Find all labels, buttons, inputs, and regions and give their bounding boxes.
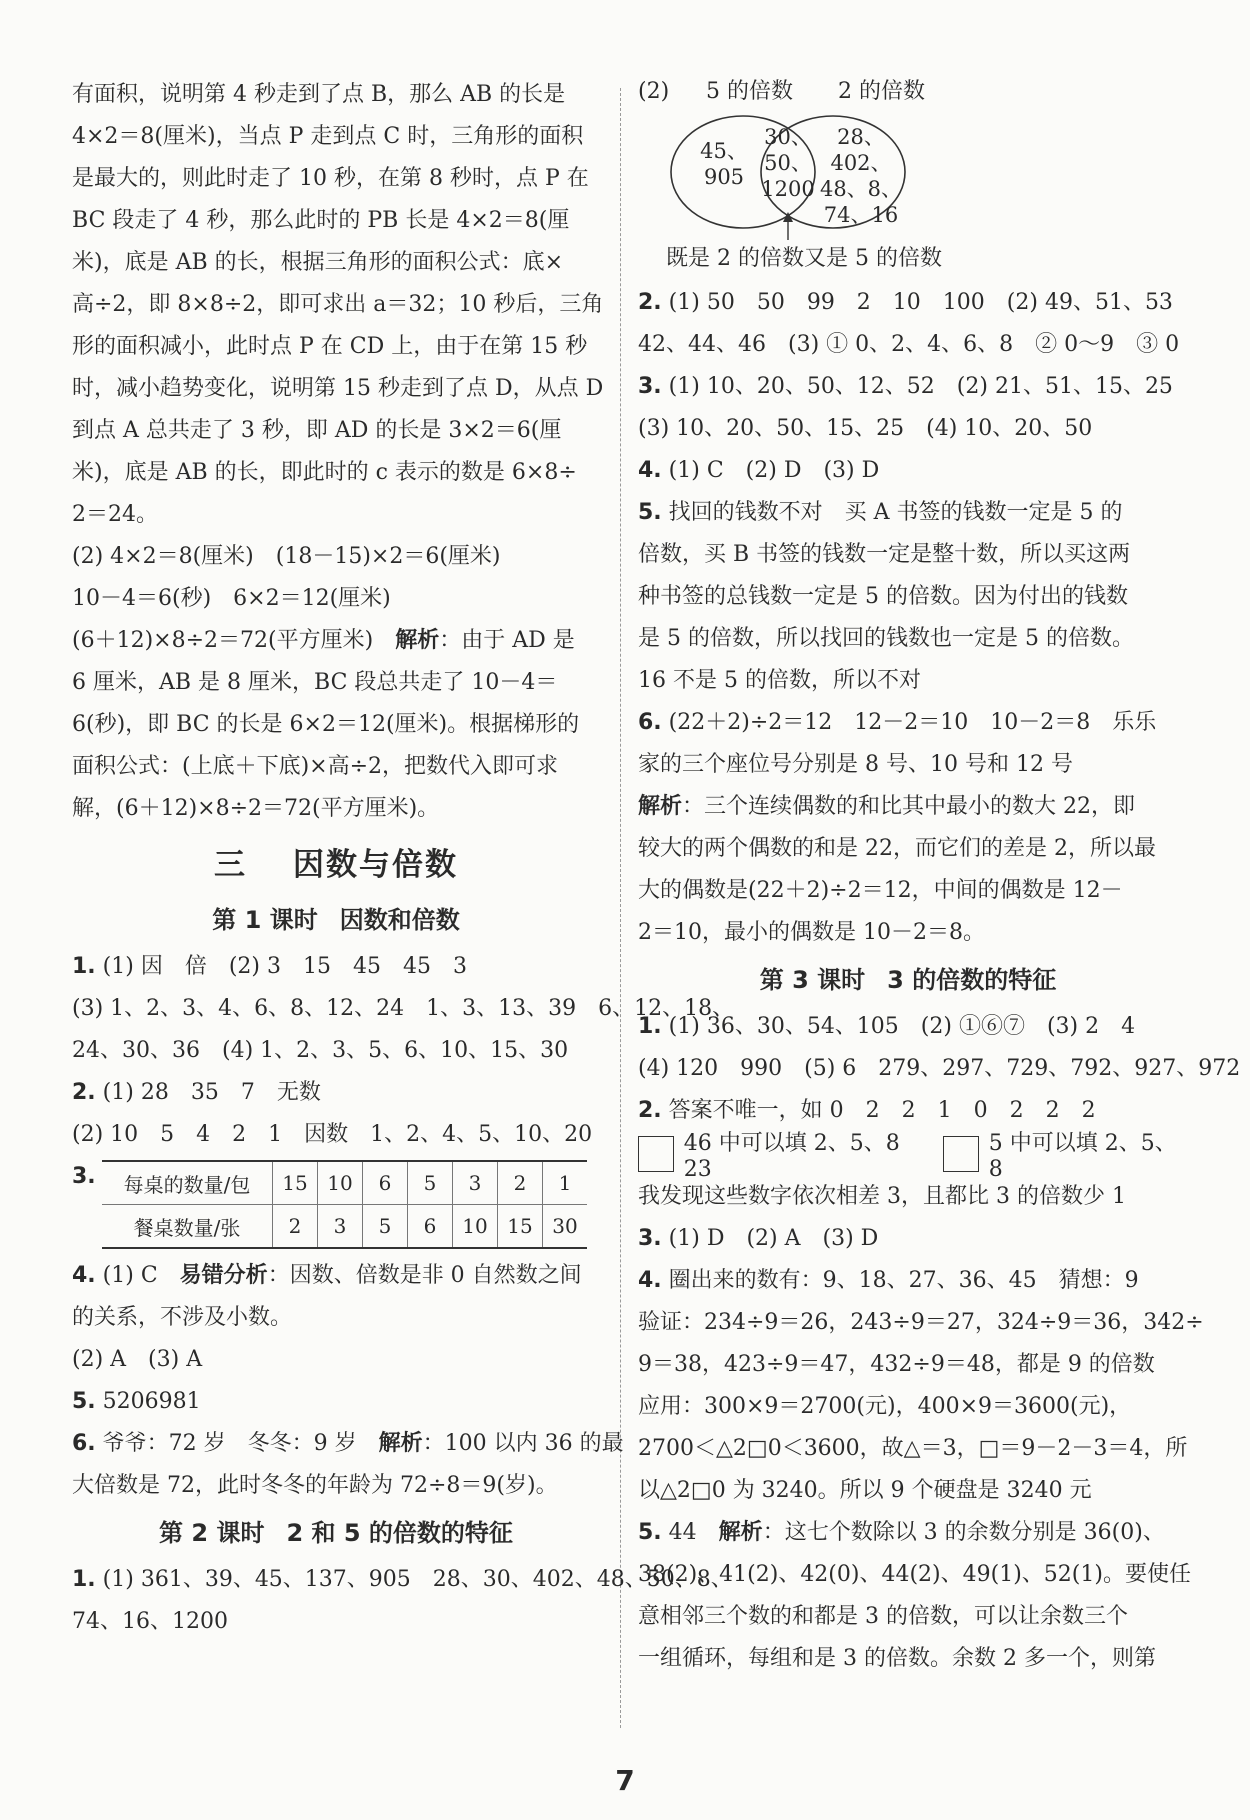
venn-value: 50、 <box>764 151 812 175</box>
analysis-keyword: 解析 <box>638 794 683 819</box>
answer-line: (3) 1、2、3、4、6、8、12、24 1、3、13、39 6、12、18、 <box>72 996 735 1021</box>
answer-line: 2＝10，最小的偶数是 10－2＝8。 <box>638 920 985 945</box>
answer-text: ：100 以内 36 的最 <box>422 1431 624 1456</box>
venn-value: 74、16 <box>823 203 899 227</box>
answer-line: 42、44、46 (3) ① 0、2、4、6、8 ② 0～9 ③ 0 <box>638 332 1180 357</box>
lesson-number: 第 2 课时 <box>159 1519 265 1547</box>
analysis-keyword: 解析 <box>395 628 440 653</box>
answer-line <box>72 1381 600 1423</box>
text-line: 形的面积减小，此时点 P 在 CD 上，由于在第 15 秒 <box>72 334 588 359</box>
question-number: 6. <box>638 710 662 735</box>
lesson-title: 3 的倍数的特征 <box>887 966 1057 994</box>
text-line: 解，(6＋12)×8÷2＝72(平方厘米)。 <box>72 796 440 821</box>
venn-right-only <box>816 124 906 228</box>
answer-line: 16 不是 5 的倍数，所以不对 <box>638 668 921 693</box>
answer-line: 24、30、36 (4) 1、2、3、5、6、10、15、30 <box>72 1038 569 1063</box>
venn-value: 48、8、 <box>819 177 903 201</box>
lesson-3-heading <box>638 954 1178 1006</box>
answer-text: ：因数、倍数是非 0 自然数之间 <box>267 1263 582 1288</box>
lesson-1-heading <box>72 894 600 946</box>
answer-line: 家的三个座位号分别是 8 号、10 号和 12 号 <box>638 752 1073 777</box>
answer-text: 5206981 <box>102 1389 201 1414</box>
table-cell: 2 <box>273 1205 318 1249</box>
answer-text: 爷爷：72 岁 冬冬：9 岁 <box>102 1431 379 1456</box>
question-number: 4. <box>72 1263 96 1288</box>
blank-box <box>638 1136 674 1172</box>
answer-text: (1) C (2) D (3) D <box>668 458 880 483</box>
table-cell: 15 <box>498 1205 543 1249</box>
table-cell: 15 <box>273 1161 318 1205</box>
answer-line: 意相邻三个数的和都是 3 的倍数，可以让余数三个 <box>638 1604 1128 1629</box>
answer-line: 2700＜△2□0＜3600，故△＝3，□＝9－2－3＝4，所 <box>638 1436 1188 1461</box>
text-line: (2) 4×2＝8(厘米) (18－15)×2＝6(厘米) <box>72 544 501 569</box>
lesson-number: 第 3 课时 <box>759 966 866 994</box>
answer-line: 我发现这些数字依次相差 3，且都比 3 的倍数少 1 <box>638 1184 1126 1209</box>
column-divider <box>620 88 621 1728</box>
venn-value: 905 <box>703 165 745 189</box>
answer-line: 验证：234÷9＝26，243÷9＝27，324÷9＝36，342÷ <box>638 1310 1204 1335</box>
answer-text: 5 中可以填 2、5、8 <box>988 1131 1177 1182</box>
answer-text: (1) 因 倍 (2) 3 15 45 45 3 <box>102 954 467 979</box>
answer-line <box>72 1559 733 1601</box>
question-number: 5. <box>638 500 662 525</box>
answer-line <box>638 450 1178 492</box>
venn-left-only <box>694 138 754 190</box>
answer-line <box>638 1006 1178 1048</box>
answer-table <box>102 1160 587 1249</box>
table-cell: 10 <box>318 1161 363 1205</box>
question-number: 2. <box>72 1080 96 1105</box>
text-line: 米)，底是 AB 的长，即此时的 c 表示的数是 6×8÷ <box>72 460 577 485</box>
table-cell: 2 <box>498 1161 543 1205</box>
answer-text: 44 <box>668 1520 719 1545</box>
question-number: 6. <box>72 1431 96 1456</box>
venn-label-left: 5 的倍数 <box>706 79 793 104</box>
text-line <box>72 620 600 662</box>
answer-text: (1) 361、39、45、137、905 28、30、402、48、50、8、 <box>102 1567 733 1592</box>
text-line: 6 厘米，AB 是 8 厘米，BC 段总共走了 10－4＝ <box>72 670 558 695</box>
lesson-title: 因数和倍数 <box>339 906 460 934</box>
answer-text: (1) 28 35 7 无数 <box>102 1080 321 1105</box>
question-number: 1. <box>72 954 96 979</box>
answer-line: 应用：300×9＝2700(元)，400×9＝3600(元)， <box>638 1394 1132 1419</box>
question-number: 2. <box>638 1098 662 1123</box>
chapter-name: 因数与倍数 <box>293 847 458 883</box>
answer-line: (2) 10 5 4 2 1 因数 1、2、4、5、10、20 <box>72 1122 593 1147</box>
answer-line: 大的偶数是(22＋2)÷2＝12，中间的偶数是 12－ <box>638 878 1123 903</box>
text-line: 米)，底是 AB 的长，根据三角形的面积公式：底× <box>72 250 564 275</box>
question-number: 5. <box>638 1520 662 1545</box>
text-line: 6(秒)，即 BC 的长是 6×2＝12(厘米)。根据梯形的 <box>72 712 580 737</box>
answer-line <box>638 1512 1178 1554</box>
table-cell: 5 <box>408 1161 453 1205</box>
answer-text: (22＋2)÷2＝12 12－2＝10 10－2＝8 乐乐 <box>668 710 1157 735</box>
analysis-keyword: 解析 <box>718 1520 763 1545</box>
venn-caption: 既是 2 的倍数又是 5 的倍数 <box>666 246 942 271</box>
text-line: BC 段走了 4 秒，那么此时的 PB 长是 4×2＝8(厘 <box>72 208 570 233</box>
question-number: 1. <box>638 1014 662 1039</box>
venn-intersection <box>760 124 816 202</box>
answer-line: 是 5 的倍数，所以找回的钱数也一定是 5 的倍数。 <box>638 626 1134 651</box>
table-cell: 1 <box>543 1161 588 1205</box>
table-cell: 3 <box>318 1205 363 1249</box>
analysis-keyword: 解析 <box>378 1431 423 1456</box>
text-line: 2＝24。 <box>72 502 158 527</box>
question-number: 3. <box>72 1164 96 1189</box>
chapter-title <box>72 836 600 894</box>
answer-line: (2) A (3) A <box>72 1347 203 1372</box>
text-line: 高÷2，即 8×8÷2，即可求出 a＝32；10 秒后，三角 <box>72 292 604 317</box>
question-number: 4. <box>638 1268 662 1293</box>
venn-value: 1200 <box>761 177 815 201</box>
answer-line <box>638 1131 1178 1182</box>
answer-line: 9＝38，423÷9＝47，432÷9＝48，都是 9 的倍数 <box>638 1352 1155 1377</box>
table-row-label: 餐桌数量/张 <box>102 1205 273 1249</box>
text-span: ：由于 AD 是 <box>439 628 575 653</box>
answer-line <box>72 1423 624 1465</box>
question-number: 2. <box>638 290 662 315</box>
answer-text: (1) 10、20、50、12、52 (2) 21、51、15、25 <box>668 374 1173 399</box>
answer-text: 答案不唯一，如 0 2 2 1 0 2 2 2 <box>668 1098 1096 1123</box>
lesson-title: 2 和 5 的倍数的特征 <box>286 1519 513 1547</box>
text-line: 有面积，说明第 4 秒走到了点 B，那么 AB 的长是 <box>72 82 566 107</box>
question-number: 3. <box>638 1226 662 1251</box>
lesson-number: 第 1 课时 <box>212 906 318 934</box>
answer-line: 以△2□0 为 3240。所以 9 个硬盘是 3240 元 <box>638 1478 1092 1503</box>
venn-label-right: 2 的倍数 <box>838 79 925 104</box>
text-line: 到点 A 总共走了 3 秒，即 AD 的长是 3×2＝6(厘 <box>72 418 562 443</box>
answer-line <box>72 946 600 988</box>
answer-line <box>638 492 1178 534</box>
table-cell: 6 <box>363 1161 408 1205</box>
venn-value: 30、 <box>764 125 812 149</box>
answer-line: (3) 10、20、50、15、25 (4) 10、20、50 <box>638 416 1093 441</box>
table-row <box>102 1205 587 1249</box>
answer-line <box>638 702 1178 744</box>
answer-line <box>638 786 1178 828</box>
answer-line <box>638 366 1178 408</box>
answer-line <box>72 1255 600 1297</box>
answer-line: 种书签的总钱数一定是 5 的倍数。因为付出的钱数 <box>638 584 1128 609</box>
answer-text: ：三个连续偶数的和比其中最小的数大 22，即 <box>682 794 1136 819</box>
answer-line: 倍数，买 B 书签的钱数一定是整十数，所以买这两 <box>638 542 1131 567</box>
answer-text: (1) 50 50 99 2 10 100 (2) 49、51、53 <box>668 290 1173 315</box>
venn-value: 45、 <box>700 139 748 163</box>
chapter-number: 三 <box>214 847 247 883</box>
answer-text: 46 中可以填 2、5、8 23 <box>683 1131 922 1182</box>
answer-text: (1) 36、30、54、105 (2) ①⑥⑦ (3) 2 4 <box>668 1014 1136 1039</box>
answer-text: 圈出来的数有：9、18、27、36、45 猜想：9 <box>668 1268 1139 1293</box>
answer-text: 找回的钱数不对 买 A 书签的钱数一定是 5 的 <box>668 500 1123 525</box>
answer-text: (1) C <box>102 1263 180 1288</box>
table-cell: 10 <box>453 1205 498 1249</box>
text-line: 4×2＝8(厘米)，当点 P 走到点 C 时，三角形的面积 <box>72 124 584 149</box>
text-span: (6＋12)×8÷2＝72(平方厘米) <box>72 628 396 653</box>
table-row <box>102 1161 587 1205</box>
answer-line <box>638 1260 1178 1302</box>
answer-text: (1) D (2) A (3) D <box>668 1226 879 1251</box>
table-row-label: 每桌的数量/包 <box>102 1161 273 1205</box>
answer-text: ：这七个数除以 3 的余数分别是 36(0)、 <box>762 1520 1165 1545</box>
page-number: 7 <box>615 1764 635 1797</box>
answer-line: 38(2)、41(2)、42(0)、44(2)、49(1)、52(1)。要使任 <box>638 1562 1191 1587</box>
answer-line: (4) 120 990 (5) 6 279、297、729、792、927、972 <box>638 1056 1241 1081</box>
lesson-2-heading <box>72 1507 600 1559</box>
question-number: 1. <box>72 1567 96 1592</box>
table-cell: 30 <box>543 1205 588 1249</box>
question-number: 5. <box>72 1389 96 1414</box>
question-3-table-block <box>72 1160 600 1249</box>
text-line: 10－4＝6(秒) 6×2＝12(厘米) <box>72 586 391 611</box>
answer-line: 较大的两个偶数的和是 22，而它们的差是 2，所以最 <box>638 836 1156 861</box>
blank-box <box>943 1136 979 1172</box>
text-line: 是最大的，则此时走了 10 秒，在第 8 秒时，点 P 在 <box>72 166 589 191</box>
venn-diagram <box>638 74 1178 274</box>
answer-line <box>72 1072 600 1114</box>
answer-line <box>638 282 1178 324</box>
table-cell: 6 <box>408 1205 453 1249</box>
text-line: 面积公式：(上底＋下底)×高÷2，把数代入即可求 <box>72 754 559 779</box>
venn-part-label: (2) <box>638 79 670 104</box>
answer-line: 的关系，不涉及小数。 <box>72 1305 293 1330</box>
text-line: 时，减小趋势变化，说明第 15 秒走到了点 D，从点 D <box>72 376 604 401</box>
answer-line: 一组循环，每组和是 3 的倍数。余数 2 多一个，则第 <box>638 1646 1156 1671</box>
answer-line <box>638 1218 1178 1260</box>
table-cell: 3 <box>453 1161 498 1205</box>
venn-value: 28、402、 <box>830 125 892 175</box>
question-number: 3. <box>638 374 662 399</box>
answer-line: 大倍数是 72，此时冬冬的年龄为 72÷8＝9(岁)。 <box>72 1473 558 1498</box>
answer-line: 74、16、1200 <box>72 1609 228 1634</box>
analysis-keyword: 易错分析 <box>179 1263 268 1288</box>
right-column <box>638 74 1241 1680</box>
table-cell: 5 <box>363 1205 408 1249</box>
question-number: 4. <box>638 458 662 483</box>
